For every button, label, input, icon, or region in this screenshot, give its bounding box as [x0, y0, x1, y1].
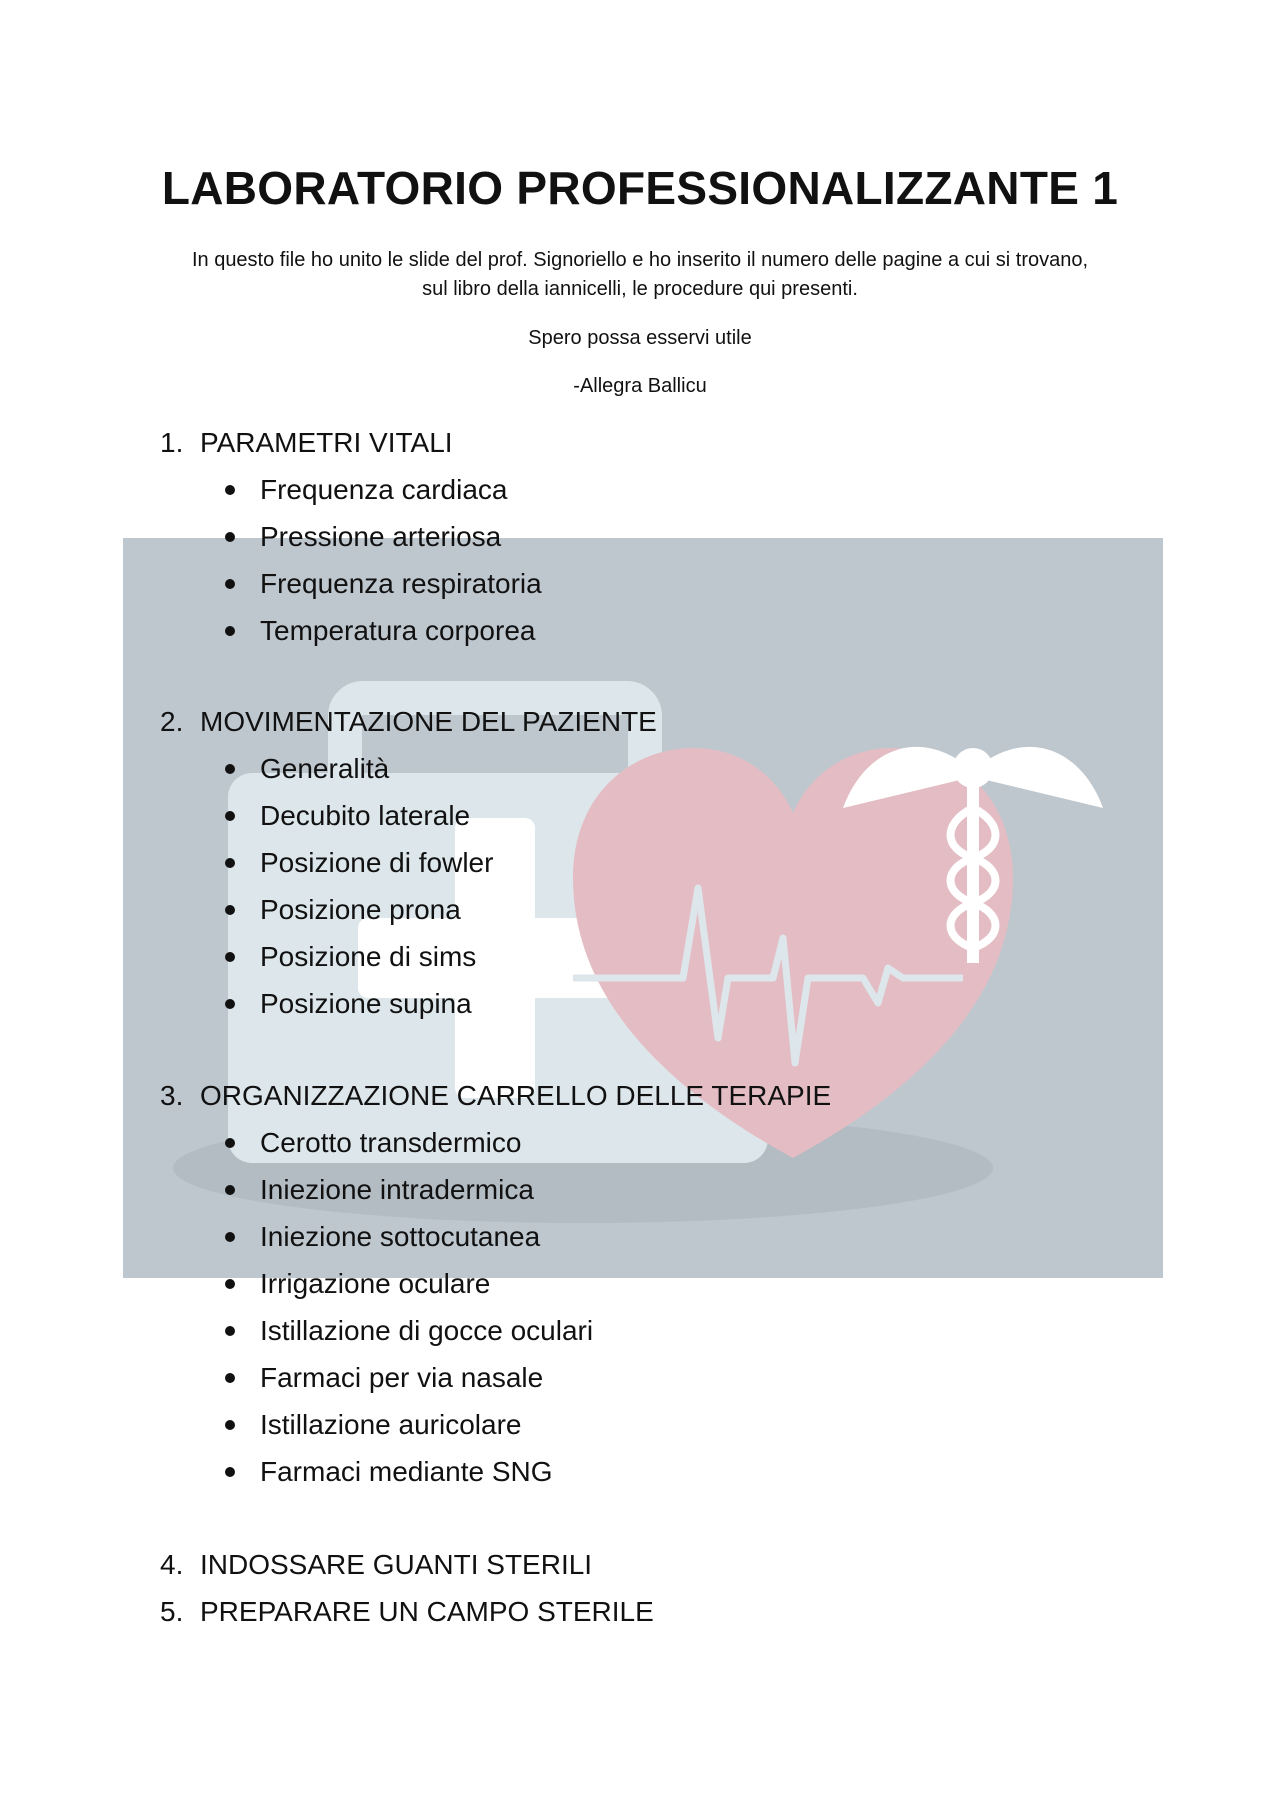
- author-line: -Allegra Ballicu: [573, 375, 707, 397]
- section-title: MOVIMENTAZIONE DEL PAZIENTE: [200, 706, 657, 737]
- section-title: INDOSSARE GUANTI STERILI: [200, 1549, 593, 1580]
- section-number: 4.: [160, 1549, 184, 1580]
- section-number: 3.: [160, 1080, 184, 1111]
- list-item-text: Decubito laterale: [260, 800, 471, 831]
- bullet-icon: [225, 1373, 235, 1383]
- list-item-text: Posizione prona: [260, 894, 461, 925]
- bullet-icon: [225, 579, 235, 589]
- list-item-text: Posizione di fowler: [260, 847, 494, 878]
- bullet-icon: [225, 764, 235, 774]
- list-item-text: Posizione supina: [260, 988, 472, 1019]
- section-title: PREPARARE UN CAMPO STERILE: [200, 1596, 654, 1627]
- bullet-icon: [225, 999, 235, 1009]
- section-heading: [160, 425, 453, 461]
- list-item-text: Farmaci mediante SNG: [260, 1456, 553, 1487]
- section-heading: [160, 704, 657, 740]
- wish-line: Spero possa esservi utile: [528, 327, 752, 349]
- list-item-text: Irrigazione oculare: [260, 1268, 491, 1299]
- list-item-text: Temperatura corporea: [260, 615, 536, 646]
- bullet-icon: [225, 626, 235, 636]
- section-number: 1.: [160, 427, 184, 458]
- list-item-text: Cerotto transdermico: [260, 1127, 522, 1158]
- list-item-text: Frequenza respiratoria: [260, 568, 542, 599]
- list-item-text: Istillazione di gocce oculari: [260, 1315, 594, 1346]
- section-heading: [160, 1547, 592, 1583]
- list-item-text: Frequenza cardiaca: [260, 474, 508, 505]
- section-heading: [160, 1078, 831, 1114]
- list-item-text: Istillazione auricolare: [260, 1409, 522, 1440]
- bullet-icon: [225, 485, 235, 495]
- bullet-icon: [225, 905, 235, 915]
- list-item-text: Posizione di sims: [260, 941, 477, 972]
- page-title: LABORATORIO PROFESSIONALIZZANTE 1: [161, 162, 1119, 214]
- section-title: ORGANIZZAZIONE CARRELLO DELLE TERAPIE: [200, 1080, 832, 1111]
- list-item-text: Iniezione intradermica: [260, 1174, 534, 1205]
- list-item-text: Pressione arteriosa: [260, 521, 502, 552]
- bullet-icon: [225, 1420, 235, 1430]
- bullet-icon: [225, 858, 235, 868]
- section-title: PARAMETRI VITALI: [200, 427, 453, 458]
- bullet-icon: [225, 811, 235, 821]
- bullet-icon: [225, 1279, 235, 1289]
- bullet-icon: [225, 1326, 235, 1336]
- section-number: 2.: [160, 706, 184, 737]
- bullet-icon: [225, 532, 235, 542]
- bullet-icon: [225, 1185, 235, 1195]
- section-number: 5.: [160, 1596, 184, 1627]
- list-item-text: Generalità: [260, 753, 390, 784]
- intro-line-1: In questo file ho unito le slide del prof. Signoriello e ho inserito il numero delle pagine a cui si trovano,: [191, 249, 1089, 271]
- bullet-icon: [225, 952, 235, 962]
- list-item-text: Farmaci per via nasale: [260, 1362, 544, 1393]
- intro-line-2: sul libro della iannicelli, le procedure qui presenti.: [422, 278, 858, 300]
- bullet-icon: [225, 1467, 235, 1477]
- bullet-icon: [225, 1232, 235, 1242]
- bullet-icon: [225, 1138, 235, 1148]
- list-item-text: Iniezione sottocutanea: [260, 1221, 541, 1252]
- section-heading: [160, 1594, 654, 1630]
